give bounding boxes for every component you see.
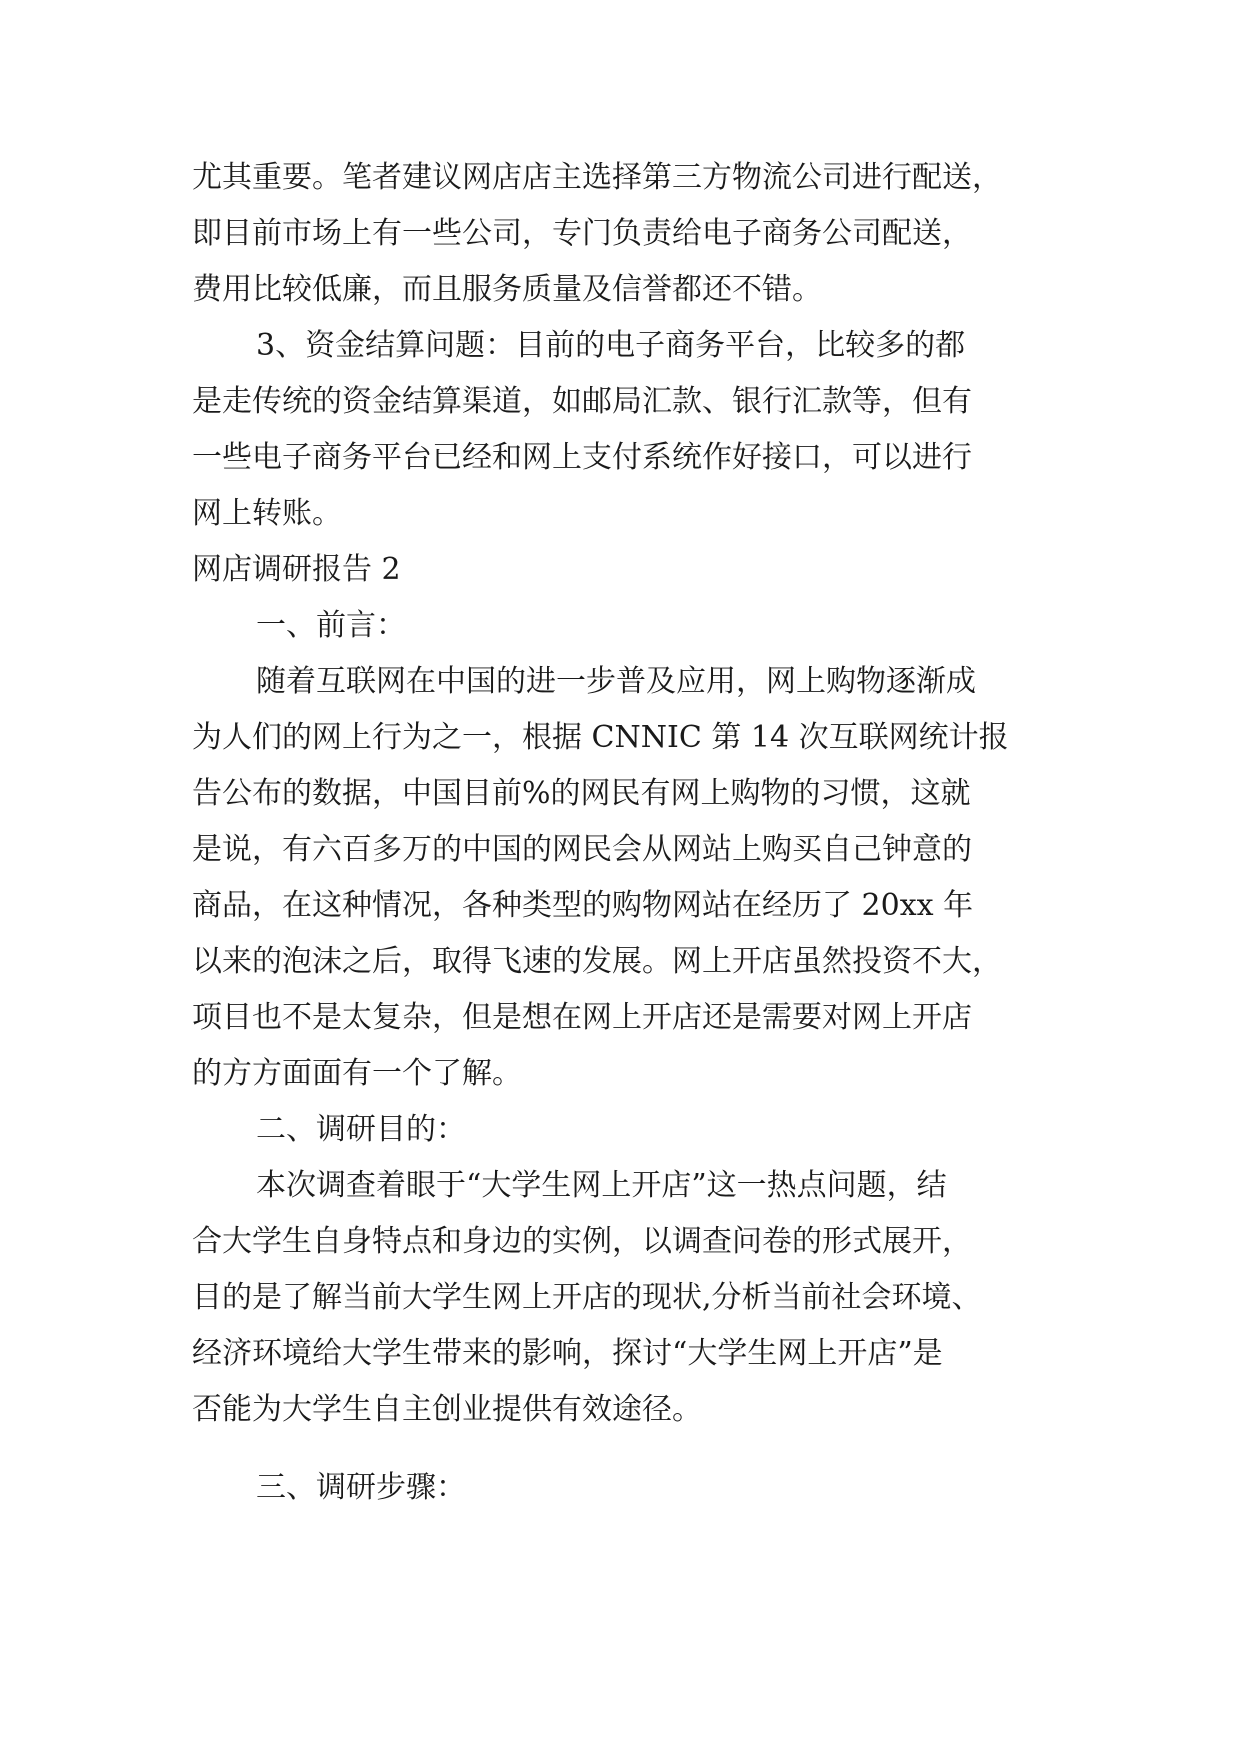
text-line: 合大学生自身特点和身边的实例，以调查问卷的形式展开， [192, 1224, 972, 1259]
text-line: 费用比较低廉，而且服务质量及信誉都还不错。 [192, 272, 822, 307]
text-line: 为人们的网上行为之一，根据 CNNIC 第 14 次互联网统计报 [192, 720, 1009, 755]
text-line: 经济环境给大学生带来的影响，探讨“大学生网上开店”是 [192, 1336, 943, 1371]
text-line: 是说，有六百多万的中国的网民会从网站上购买自己钟意的 [192, 832, 972, 867]
subsection-heading: 三、调研步骤： [256, 1470, 466, 1505]
text-line: 告公布的数据，中国目前%的网民有网上购物的习惯，这就 [192, 776, 971, 811]
subsection-heading: 一、前言： [256, 608, 406, 643]
text-line: 商品，在这种情况，各种类型的购物网站在经历了 20xx 年 [192, 888, 974, 923]
text-line: 是走传统的资金结算渠道，如邮局汇款、银行汇款等，但有 [192, 384, 972, 419]
text-line: 的方方面面有一个了解。 [192, 1056, 522, 1091]
text-line: 项目也不是太复杂，但是想在网上开店还是需要对网上开店 [192, 1000, 972, 1035]
text-line: 即目前市场上有一些公司，专门负责给电子商务公司配送， [192, 216, 972, 251]
text-line: 随着互联网在中国的进一步普及应用，网上购物逐渐成 [256, 664, 976, 699]
text-line: 一些电子商务平台已经和网上支付系统作好接口，可以进行 [192, 440, 972, 475]
text-line: 3、资金结算问题：目前的电子商务平台，比较多的都 [256, 328, 966, 363]
text-line: 以来的泡沫之后，取得飞速的发展。网上开店虽然投资不大， [192, 944, 1002, 979]
subsection-heading: 二、调研目的： [256, 1112, 466, 1147]
text-line: 目的是了解当前大学生网上开店的现状,分析当前社会环境、 [192, 1280, 982, 1315]
text-line: 网上转账。 [192, 496, 342, 531]
section-heading: 网店调研报告 2 [192, 552, 401, 587]
text-line: 本次调查着眼于“大学生网上开店”这一热点问题，结 [256, 1168, 947, 1203]
text-line: 尤其重要。笔者建议网店店主选择第三方物流公司进行配送， [192, 160, 1002, 195]
text-line: 否能为大学生自主创业提供有效途径。 [192, 1392, 702, 1427]
